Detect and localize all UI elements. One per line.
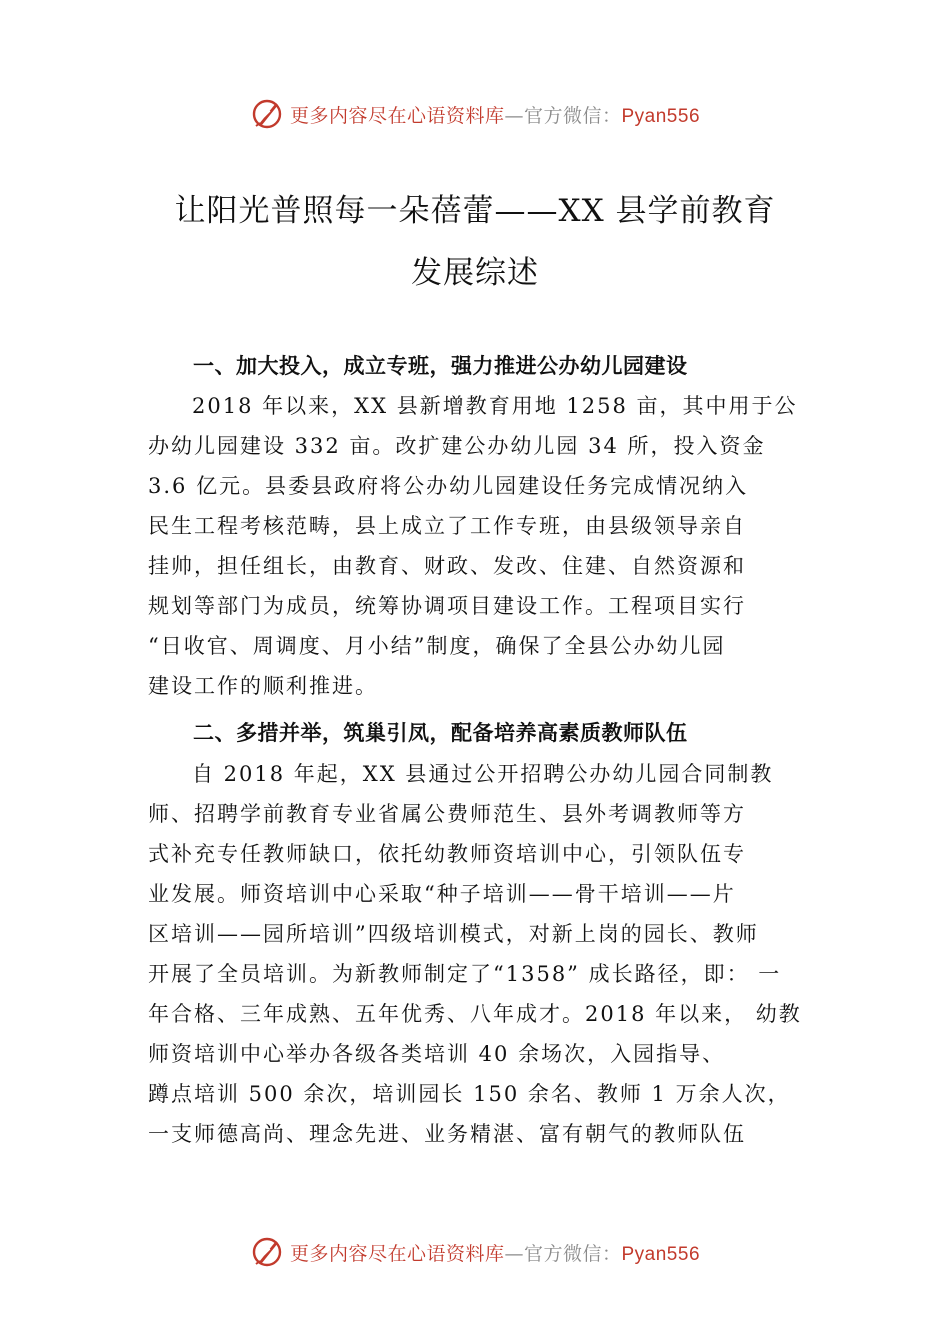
footer-banner-text <box>290 1239 700 1266</box>
banner-dash: — <box>504 1242 524 1265</box>
paragraph-line: 自 2018 年起，XX 县通过公开招聘公办幼儿园合同制教 <box>192 762 774 786</box>
footer-banner <box>0 1232 950 1272</box>
banner-main: 更多内容尽在心语资料库 <box>289 104 505 127</box>
paragraph-line: 一支师德高尚、理念先进、业务精湛、富有朝气的教师队伍 <box>148 1122 746 1146</box>
banner-wechat-code: Pyan556 <box>621 105 701 127</box>
paragraph-line: “日收官、周调度、月小结”制度，确保了全县公办幼儿园 <box>148 634 726 658</box>
paragraph-line: 业发展。师资培训中心采取“种子培训——骨干培训——片 <box>148 882 736 906</box>
paragraph-line: 办幼儿园建设 332 亩。改扩建公办幼儿园 34 所，投入资金 <box>148 434 766 458</box>
paragraph-line: 蹲点培训 500 余次，培训园长 150 余名、教师 1 万余人次， <box>148 1082 791 1106</box>
banner-wechat-code: Pyan556 <box>621 1243 701 1265</box>
section-1-heading: 一、加大投入，成立专班，强力推进公办幼儿园建设 <box>193 354 688 378</box>
header-banner-text <box>290 101 700 128</box>
banner-dash: — <box>504 104 524 127</box>
paragraph-line: 3.6 亿元。县委县政府将公办幼儿园建设任务完成情况纳入 <box>148 474 749 498</box>
paragraph-line: 师资培训中心举办各级各类培训 40 余场次，入园指导、 <box>148 1042 726 1066</box>
paragraph-line: 规划等部门为成员，统筹协调项目建设工作。工程项目实行 <box>148 594 746 618</box>
page-title <box>95 180 855 304</box>
banner-wechat-label: 官方微信： <box>523 1242 622 1265</box>
section-2-heading: 二、多措并举，筑巢引凤，配备培养高素质教师队伍 <box>193 721 688 745</box>
feather-pen-icon <box>250 97 284 131</box>
paragraph-line: 年合格、三年成熟、五年优秀、八年成才。2018 年以来， 幼教 <box>148 1002 802 1026</box>
paragraph-line: 建设工作的顺利推进。 <box>148 674 378 698</box>
paragraph-line: 式补充专任教师缺口，依托幼教师资培训中心，引领队伍专 <box>148 842 746 866</box>
banner-wechat-label: 官方微信： <box>523 104 622 127</box>
paragraph-line: 开展了全员培训。为新教师制定了“1358” 成长路径，即： 一 <box>148 962 782 986</box>
paragraph-line: 2018 年以来，XX 县新增教育用地 1258 亩，其中用于公 <box>192 394 798 418</box>
paragraph-line: 区培训——园所培训”四级培训模式，对新上岗的园长、教师 <box>148 922 759 946</box>
paragraph-line: 民生工程考核范畴，县上成立了工作专班，由县级领导亲自 <box>148 514 746 538</box>
feather-pen-icon <box>250 1235 284 1269</box>
banner-main: 更多内容尽在心语资料库 <box>289 1242 505 1265</box>
section-2-paragraph <box>148 754 813 1154</box>
paragraph-line: 挂帅，担任组长，由教育、财政、发改、住建、自然资源和 <box>148 554 746 578</box>
section-1-paragraph <box>148 386 813 706</box>
header-banner <box>0 94 950 134</box>
paragraph-line: 师、招聘学前教育专业省属公费师范生、县外考调教师等方 <box>148 802 746 826</box>
title-line-2: 发展综述 <box>411 255 539 291</box>
title-line-1: 让阳光普照每一朵蓓蕾——XX 县学前教育 <box>174 193 776 229</box>
